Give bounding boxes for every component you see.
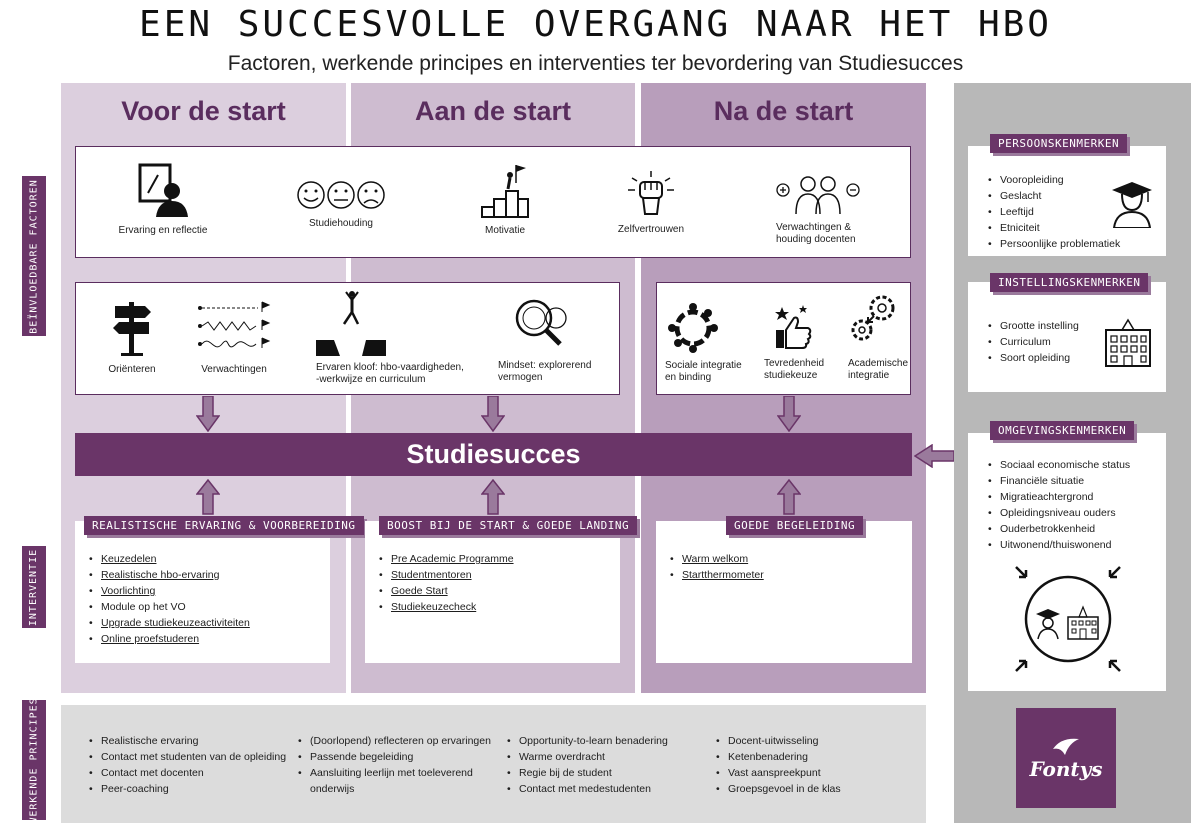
- list-item[interactable]: • Voorlichting: [89, 583, 250, 599]
- list-item: • Financiële situatie: [988, 473, 1130, 489]
- arrow-up-aan-icon: [481, 479, 505, 515]
- arrow-up-na-icon: [777, 479, 801, 515]
- intervention-box-aan: [365, 521, 620, 663]
- list-item: • Sociaal economische status: [988, 457, 1130, 473]
- list-item[interactable]: • Pre Academic Programme: [379, 551, 514, 567]
- podium-flag-icon: [478, 163, 532, 219]
- factor-tevredenheid-label-1: Tevredenheid: [764, 358, 825, 369]
- list-item: • Realistische ervaring: [89, 733, 286, 749]
- intervention-list-aan: [379, 551, 514, 615]
- list-item: • Soort opleiding: [988, 350, 1079, 366]
- paths-flags-icon: [196, 298, 272, 358]
- fontys-logo-text: Fontys: [1029, 757, 1103, 781]
- arrow-left-icon: [914, 444, 954, 468]
- list-item: • Persoonlijke problematiek: [988, 236, 1120, 252]
- factor-studiehouding-label: Studiehouding: [309, 218, 373, 229]
- list-item: • Ouderbetrokkenheid: [988, 521, 1130, 537]
- intervention-box-voor: [75, 521, 330, 663]
- omgeving-box: [968, 433, 1166, 691]
- factor-ervaring-label: Ervaring en reflectie: [118, 225, 208, 236]
- graduate-icon: [1110, 180, 1154, 228]
- factor-orienteren-label: Oriënteren: [108, 364, 156, 375]
- factor-kloof-label-2: -werkwijze en curriculum: [316, 374, 426, 385]
- side-label-principes-text: WERKENDE PRINCIPES: [28, 696, 40, 824]
- list-item: • Groepsgevoel in de klas: [716, 781, 841, 797]
- list-item: • Leeftijd: [988, 204, 1120, 220]
- factor-sociale-label-1: Sociale integratie: [665, 360, 742, 371]
- fist-icon: [626, 170, 676, 218]
- factor-academische-label-1: Academische: [848, 358, 909, 369]
- bird-icon: [1051, 735, 1081, 757]
- arrow-down-na-icon: [777, 396, 801, 432]
- list-item[interactable]: • Studiekeuzecheck: [379, 599, 514, 615]
- banner-persoon: PERSOONSKENMERKEN: [990, 134, 1127, 153]
- factor-studiehouding: [281, 178, 401, 230]
- factor-orienteren: [102, 298, 162, 376]
- list-item: • Opportunity-to-learn benadering: [507, 733, 668, 749]
- banner-instelling: INSTELLINGSKENMERKEN: [990, 273, 1148, 292]
- column-heading-aan: Aan de start: [414, 96, 572, 126]
- factor-mindset: [498, 296, 608, 384]
- list-item: • Regie bij de student: [507, 765, 668, 781]
- mirror-person-icon: [136, 163, 190, 219]
- gears-icon: [848, 292, 898, 348]
- list-item: • Contact met medestudenten: [507, 781, 668, 797]
- page-title: EEN SUCCESVOLLE OVERGANG NAAR HET HBO: [139, 4, 1052, 45]
- persoon-list: [988, 172, 1120, 252]
- arrow-down-voor-icon: [196, 396, 220, 432]
- principles-list-4: [716, 733, 841, 797]
- factor-tevredenheid-label-2: studiekeuze: [764, 370, 818, 381]
- list-item: • Opleidingsniveau ouders: [988, 505, 1130, 521]
- faces-icon: [291, 178, 391, 212]
- instelling-box: [968, 282, 1166, 392]
- side-label-interventie-text: INTERVENTIE: [28, 548, 40, 626]
- factor-verwachtingen-row-label: Verwachtingen: [201, 364, 267, 375]
- arrow-down-aan-icon: [481, 396, 505, 432]
- factor-verwachtingen-docenten: [776, 172, 896, 246]
- list-item[interactable]: • Online proefstuderen: [89, 631, 250, 647]
- persoon-box: [968, 146, 1166, 256]
- factor-verwachtingen-label-1: Verwachtingen &: [776, 222, 852, 233]
- list-item: • (Doorlopend) reflecteren op ervaringen: [298, 733, 491, 749]
- factor-mindset-label-2: vermogen: [498, 372, 543, 383]
- list-item: • Vast aanspreekpunt: [716, 765, 841, 781]
- banner-omgeving: OMGEVINGSKENMERKEN: [990, 421, 1134, 440]
- side-label-factoren: [22, 176, 46, 336]
- list-item: • Module op het VO: [89, 599, 250, 615]
- list-item[interactable]: • Studentmentoren: [379, 567, 514, 583]
- factor-zelfvertrouwen-label: Zelfvertrouwen: [617, 224, 685, 235]
- list-item: • Geslacht: [988, 188, 1120, 204]
- intervention-box-na: [656, 521, 912, 663]
- factor-academische-integratie: [848, 292, 908, 382]
- gap-jump-icon: [316, 290, 386, 356]
- list-item: • Peer-coaching: [89, 781, 286, 797]
- intervention-list-voor: [89, 551, 250, 647]
- list-item: • Uitwonend/thuiswonend: [988, 537, 1130, 553]
- list-item: • Curriculum: [988, 334, 1079, 350]
- studiesucces-bar: Studiesucces: [75, 433, 912, 476]
- factor-mindset-label-1: Mindset: explorerend: [498, 360, 592, 371]
- list-item[interactable]: • Warm welkom: [670, 551, 764, 567]
- factor-academische-label-2: integratie: [848, 370, 890, 381]
- list-item: • Passende begeleiding: [298, 749, 491, 765]
- list-item: onderwijs: [310, 783, 355, 795]
- factor-kloof: [316, 290, 476, 386]
- factor-zelfvertrouwen: [591, 170, 711, 236]
- teachers-icon: [776, 172, 860, 216]
- side-label-interventie: [22, 546, 46, 628]
- list-item: • Etniciteit: [988, 220, 1120, 236]
- factor-kloof-label-1: Ervaren kloof: hbo-vaardigheden,: [316, 362, 464, 373]
- arrow-up-voor-icon: [196, 479, 220, 515]
- list-item[interactable]: • Startthermometer: [670, 567, 764, 583]
- list-item[interactable]: • Upgrade studiekeuzeactiviteiten: [89, 615, 250, 631]
- factor-motivatie: [445, 163, 565, 237]
- factor-tevredenheid: [764, 304, 844, 382]
- environment-circle-icon: [1012, 563, 1124, 675]
- list-item[interactable]: • Goede Start: [379, 583, 514, 599]
- factor-ervaring: [103, 163, 223, 237]
- list-item[interactable]: • Realistische hbo-ervaring: [89, 567, 250, 583]
- banner-aan: BOOST BIJ DE START & GOEDE LANDING: [379, 516, 637, 535]
- list-item: • Vooropleiding: [988, 172, 1120, 188]
- column-heading-na: Na de start: [713, 96, 854, 126]
- list-item: • Ketenbenadering: [716, 749, 841, 765]
- magnifier-globe-icon: [512, 296, 568, 354]
- factor-verwachtingen-label-2: houding docenten: [776, 234, 856, 245]
- intervention-list-na: [670, 551, 764, 583]
- thumbs-up-icon: [772, 304, 816, 352]
- list-item: • Aansluiting leerlijn met toeleverend: [298, 765, 491, 781]
- principles-list-1: [89, 733, 286, 797]
- list-item: • Contact met studenten van de opleiding: [89, 749, 286, 765]
- banner-voor: REALISTISCHE ERVARING & VOORBEREIDING: [84, 516, 364, 535]
- people-circle-icon: [667, 302, 719, 354]
- factor-sociale-integratie: [665, 302, 745, 384]
- list-item: • Contact met docenten: [89, 765, 286, 781]
- page-subtitle: Factoren, werkende principes en interventies ter bevordering van Studiesucces: [227, 52, 964, 75]
- fontys-logo: [1016, 708, 1116, 808]
- banner-na: GOEDE BEGELEIDING: [726, 516, 863, 535]
- principles-list-2: [298, 733, 491, 797]
- list-item: • Grootte instelling: [988, 318, 1079, 334]
- signpost-icon: [109, 298, 155, 358]
- column-heading-voor: Voor de start: [121, 96, 286, 126]
- instelling-list: [988, 318, 1079, 366]
- omgeving-list: [988, 457, 1130, 553]
- factor-motivatie-label: Motivatie: [484, 225, 525, 236]
- principles-list-3: [507, 733, 668, 797]
- side-label-factoren-text: BEÏNVLOEDBARE FACTOREN: [28, 178, 40, 334]
- factor-verwachtingen: [194, 298, 274, 376]
- factor-sociale-label-2: en binding: [665, 372, 712, 383]
- side-label-principes: [22, 696, 46, 824]
- list-item[interactable]: • Keuzedelen: [89, 551, 250, 567]
- list-item: • Warme overdracht: [507, 749, 668, 765]
- list-item: • Docent-uitwisseling: [716, 733, 841, 749]
- building-icon: [1102, 318, 1154, 368]
- list-item: • Migratieachtergrond: [988, 489, 1130, 505]
